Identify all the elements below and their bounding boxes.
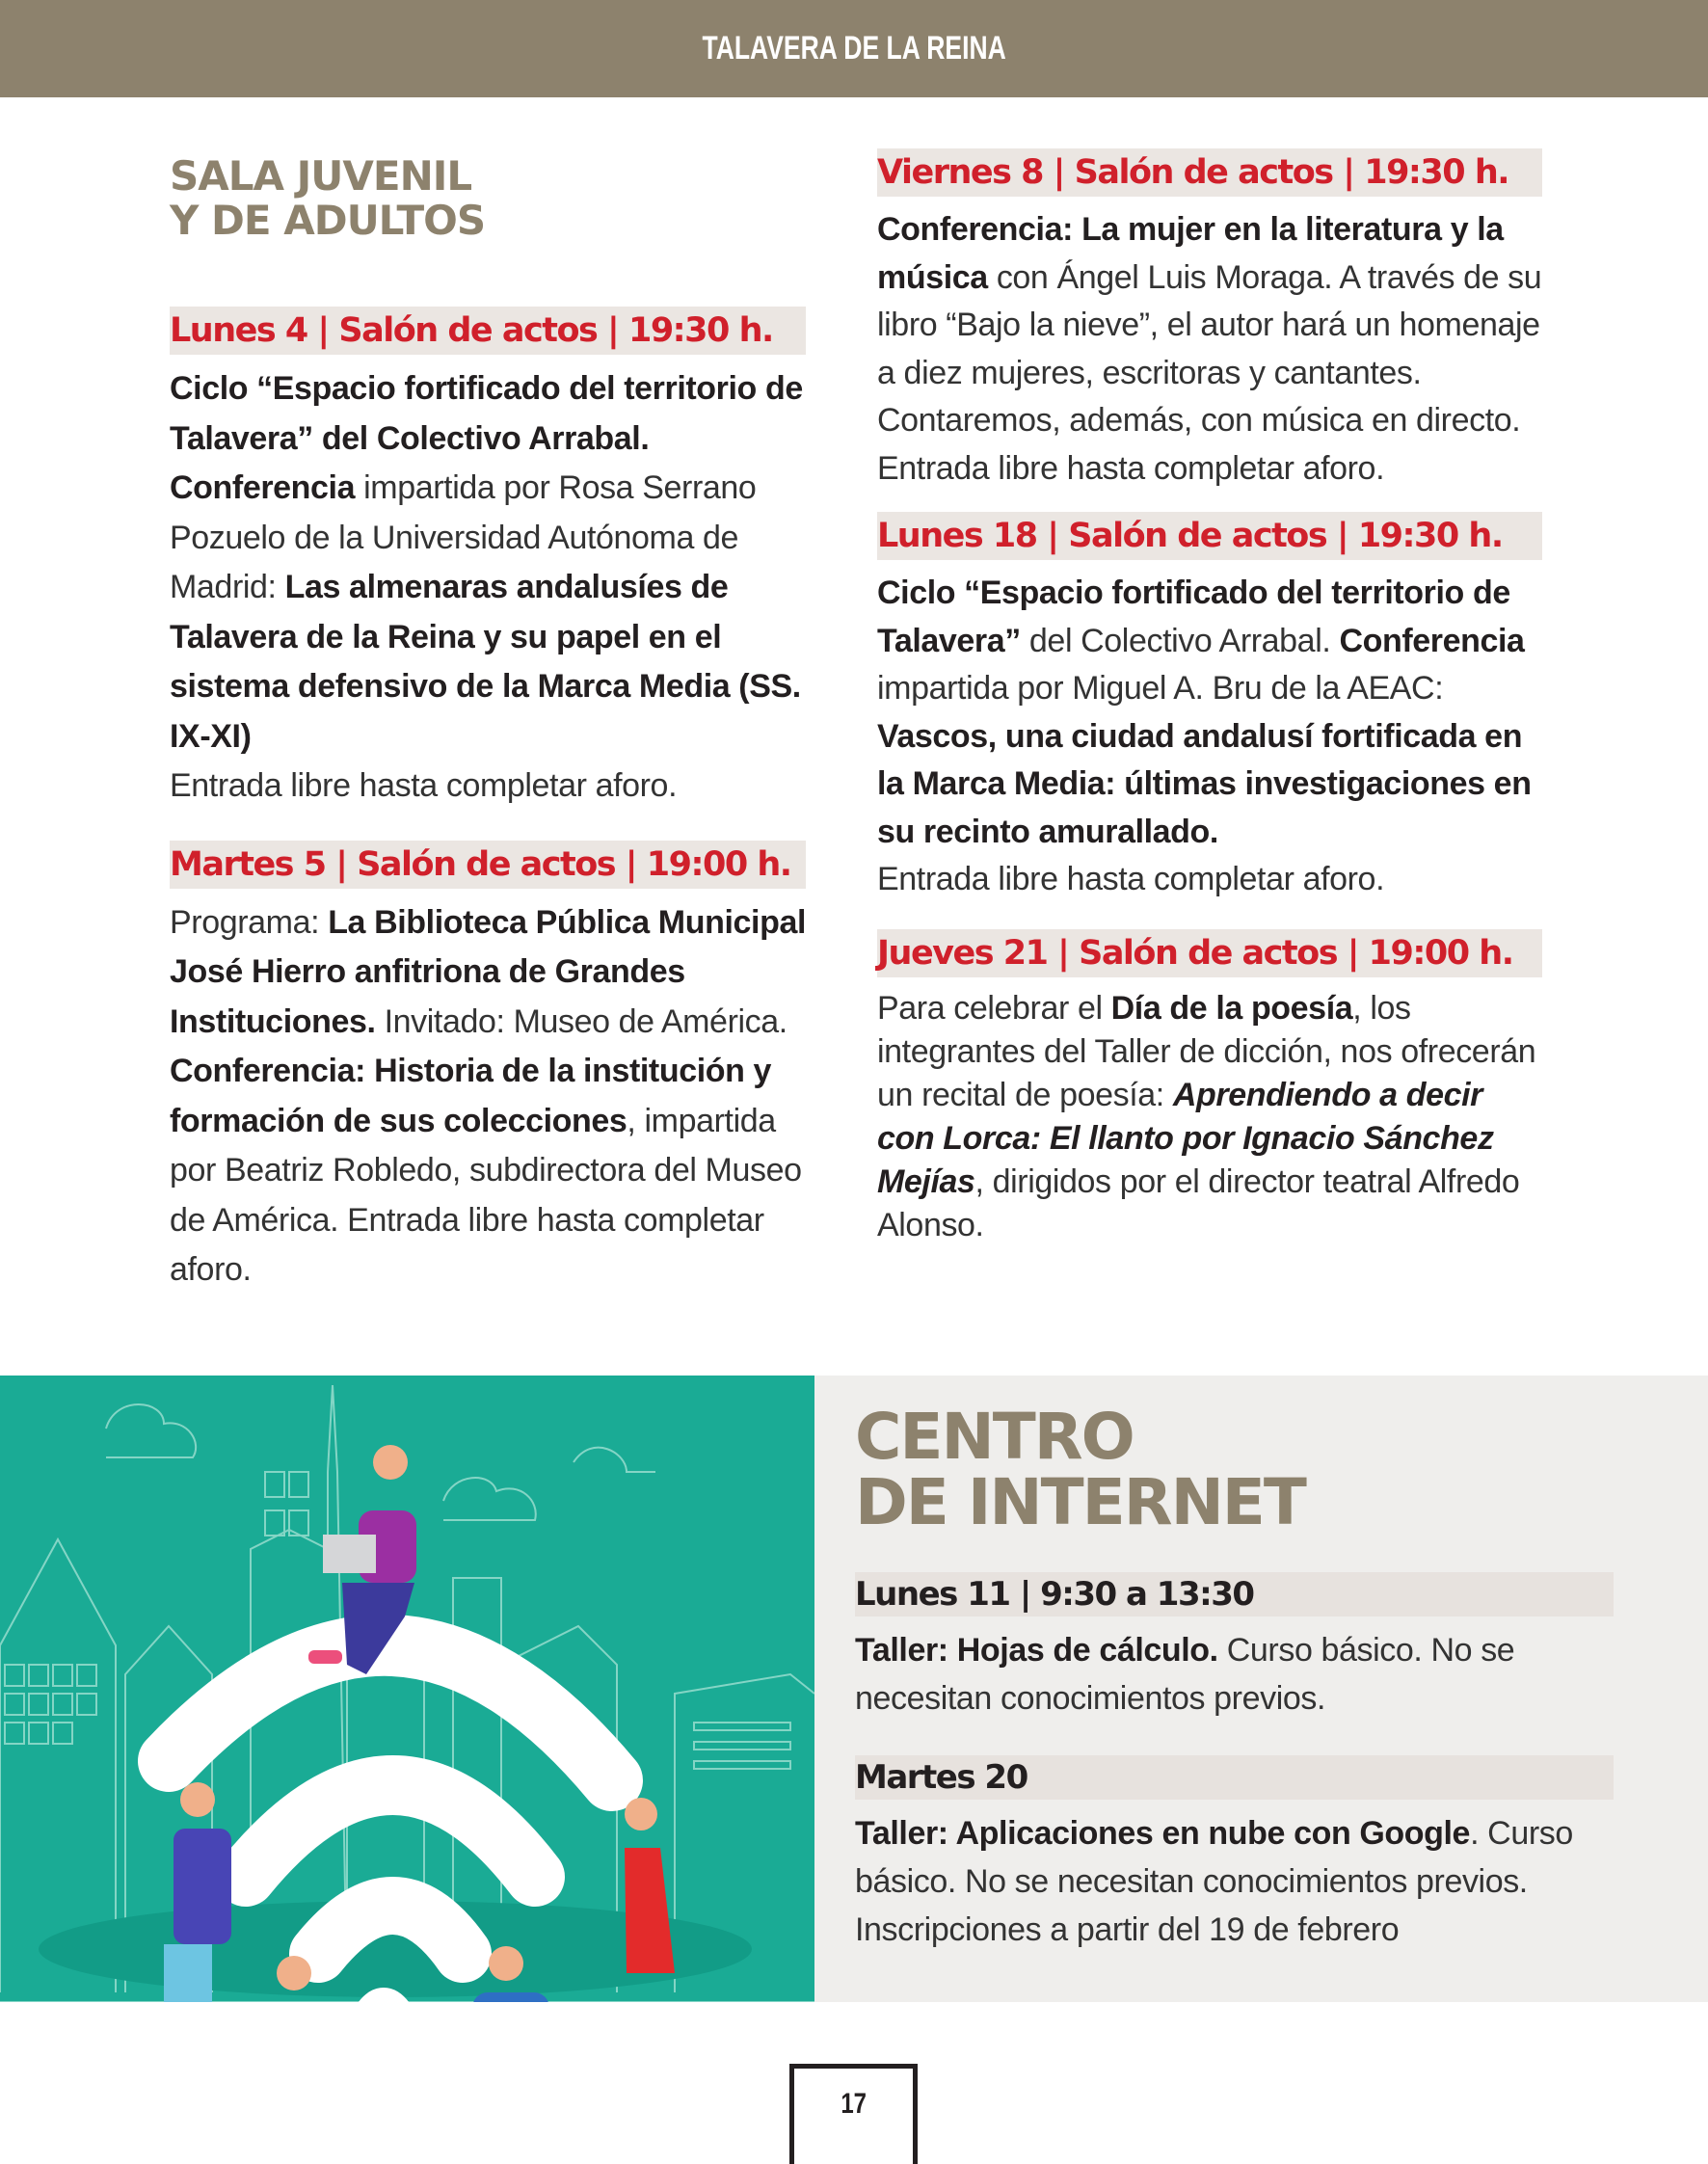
section-title-sala-juvenil (170, 154, 806, 243)
section-title-line: SALA JUVENIL (170, 152, 472, 200)
section-title-line: Y DE ADULTOS (170, 197, 486, 244)
header-title: TALAVERA DE LA REINA (702, 30, 1006, 67)
event-footer: Entrada libre hasta completar aforo. (170, 767, 678, 804)
event-lunes-4 (170, 307, 806, 812)
event-jueves-21 (877, 929, 1542, 1247)
events-right-column (877, 148, 1542, 1276)
event-text: con Ángel Luis Moraga. A través de su libro “Bajo la nieve”, el autor hará un homenaje a diez mujeres, escritoras y cantantes. Contaremos, además, con música en directo. (877, 258, 1542, 439)
event-header: Jueves 21 | Salón de actos | 19:00 h. (877, 929, 1542, 977)
event-body (877, 987, 1542, 1247)
event-text: Programa: (170, 903, 329, 941)
wifi-icon (0, 1376, 814, 2002)
centro-internet-panel (814, 1376, 1708, 2002)
event-martes-20 (855, 1755, 1616, 1954)
event-text-bold: La Biblioteca Pública Municipal José Hierro anfitriona de Grandes Instituciones. (170, 903, 806, 1040)
event-text-bold: Conferencia (1339, 622, 1525, 659)
event-text-bold: Taller: Hojas de cálculo. (855, 1632, 1218, 1669)
section-title-centro-internet (855, 1400, 1616, 1539)
event-header: Lunes 4 | Salón de actos | 19:30 h. (170, 307, 806, 355)
event-footer: Entrada libre hasta completar aforo. (877, 861, 1385, 897)
event-body (170, 898, 806, 1296)
event-text: impartida por Rosa Serrano Pozuelo de la Universidad Autónoma de Madrid: (170, 469, 757, 605)
page-number: 17 (841, 2088, 867, 2120)
event-header: Martes 5 | Salón de actos | 19:00 h. (170, 841, 806, 889)
wifi-illustration (0, 1376, 814, 2002)
event-text: Curso básico. No se necesitan conocimientos previos. (855, 1632, 1515, 1717)
event-text-bold: Ciclo “Espacio fortificado del territorio de Talavera” (877, 574, 1510, 659)
page-number-box (789, 2064, 918, 2164)
event-viernes-8 (877, 148, 1542, 493)
event-martes-5 (170, 841, 806, 1296)
event-text: del Colectivo Arrabal. (1020, 622, 1340, 659)
event-body (877, 206, 1542, 493)
event-header: Martes 20 (855, 1755, 1614, 1800)
event-text: , los integrantes del Taller de dicción, nos ofrecerán un recital de poesía: (877, 989, 1536, 1113)
event-header: Lunes 11 | 9:30 a 13:30 (855, 1572, 1614, 1616)
event-header: Viernes 8 | Salón de actos | 19:30 h. (877, 148, 1542, 197)
event-lunes-18 (877, 512, 1542, 904)
section-title-line: CENTRO (855, 1400, 1134, 1474)
event-footer: Entrada libre hasta completar aforo. (877, 449, 1385, 487)
event-body (855, 1809, 1616, 1954)
event-body (170, 364, 806, 812)
event-body (877, 570, 1542, 904)
event-text: Invitado: Museo de América. (375, 1002, 787, 1040)
event-text: impartida por Miguel A. Bru de la AEAC: (877, 670, 1444, 707)
event-lunes-11 (855, 1572, 1616, 1723)
event-text-bold: Conferencia: La mujer en la literatura y la música (877, 211, 1504, 296)
centro-internet-content (855, 1400, 1616, 1983)
event-text-bold: Las almenaras andalusíes de Talavera de la Reina y su papel en el sistema defensivo de la Marca Media (SS. IX-XI) (170, 569, 801, 755)
sala-juvenil-column (170, 154, 806, 1324)
event-text: . Curso básico. No se necesitan conocimientos previos. Inscripciones a partir del 19 de febrero (855, 1815, 1573, 1948)
event-text-bold: Conferencia: Historia de la institución y formación de sus colecciones (170, 1053, 772, 1139)
header-bar (0, 0, 1708, 97)
event-header: Lunes 18 | Salón de actos | 19:30 h. (877, 512, 1542, 560)
event-text-bold-italic: Aprendiendo a decir con Lorca: El llanto por Ignacio Sánchez Mejías (877, 1076, 1494, 1200)
event-text-bold: Vascos, una ciudad andalusí fortificada en la Marca Media: últimas investigaciones en su recinto amurallado. (877, 717, 1532, 850)
event-text-bold: Taller: Aplicaciones en nube con Google (855, 1815, 1471, 1852)
event-text: , dirigidos por el director teatral Alfredo Alonso. (877, 1162, 1520, 1243)
event-text-bold: Conferencia (170, 469, 356, 506)
event-text-bold: Ciclo “Espacio fortificado del territorio de Talavera” del Colectivo Arrabal. (170, 370, 803, 457)
event-text-bold: Día de la poesía (1110, 989, 1353, 1027)
event-text: Para celebrar el (877, 989, 1111, 1027)
event-text: , impartida por Beatriz Robledo, subdirectora del Museo de América. Entrada libre hasta completar aforo. (170, 1102, 802, 1288)
section-title-line: DE INTERNET (855, 1465, 1305, 1539)
event-body (855, 1626, 1616, 1723)
